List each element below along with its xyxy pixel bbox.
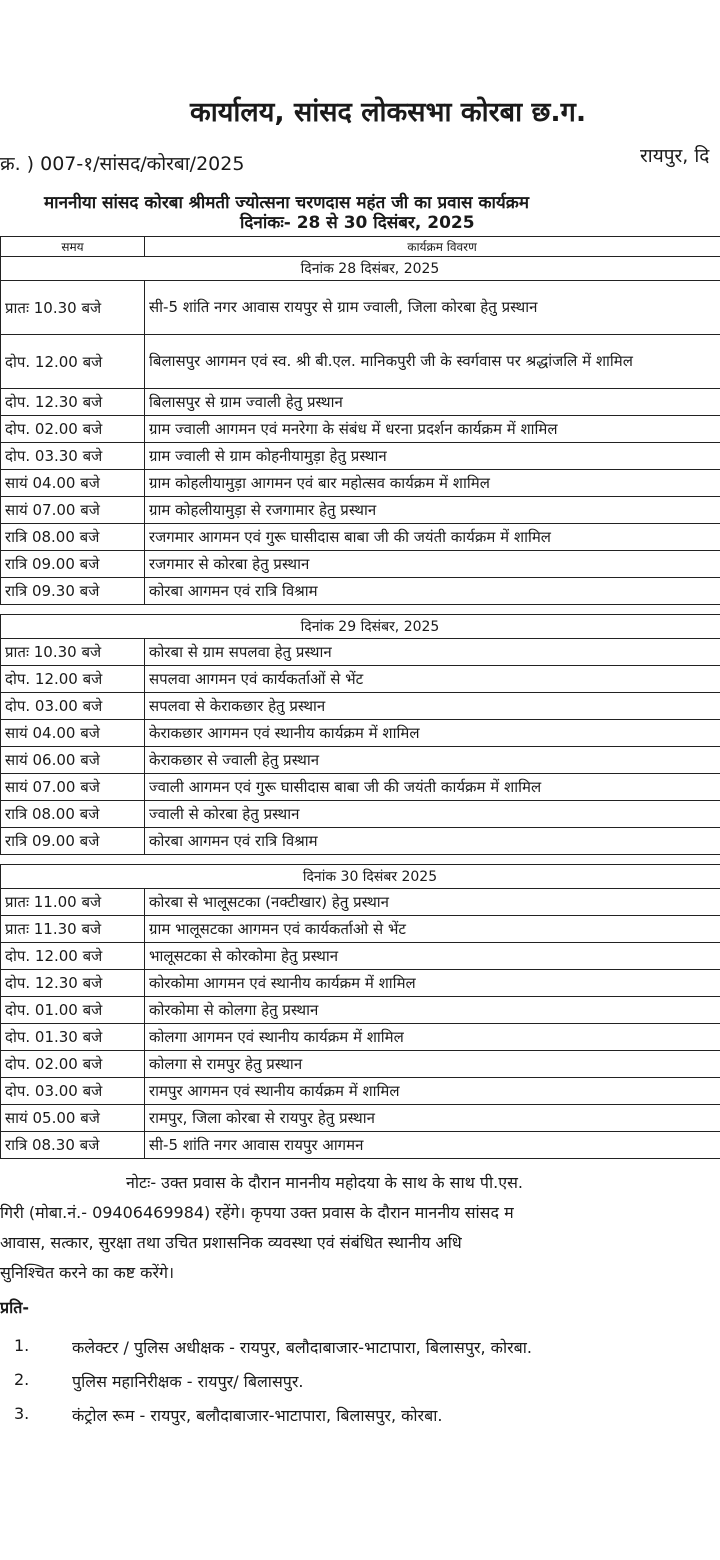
table-row xyxy=(1,693,720,720)
table-row xyxy=(1,524,720,551)
note-line: सुनिश्चित करने का कष्ट करेंगे। xyxy=(0,1263,175,1282)
table-row xyxy=(1,281,720,335)
time-cell: रात्रि 09.30 बजे xyxy=(1,578,145,605)
tour-dates: दिनांकः- 28 से 30 दिसंबर, 2025 xyxy=(240,213,475,233)
time-cell: रात्रि 09.00 बजे xyxy=(1,551,145,578)
note-block xyxy=(0,1168,720,1288)
time-cell: दोप. 12.00 बजे xyxy=(1,335,145,389)
day-date: दिनांक 28 दिसंबर, 2025 xyxy=(1,257,720,281)
table-row xyxy=(1,801,720,828)
detail-cell: कोरकोमा आगमन एवं स्थानीय कार्यक्रम में शामिल xyxy=(145,970,720,997)
table-row xyxy=(1,389,720,416)
time-cell: दोप. 12.00 बजे xyxy=(1,666,145,693)
subject-line: माननीया सांसद कोरबा श्रीमती ज्योत्सना चरणदास महंत जी का प्रवास कार्यक्रम xyxy=(44,193,529,213)
item-number: 1. xyxy=(14,1336,30,1355)
time-cell: दोप. 02.00 बजे xyxy=(1,1051,145,1078)
table-row xyxy=(1,335,720,389)
detail-cell: सपलवा से केराकछार हेतु प्रस्थान xyxy=(145,693,720,720)
time-cell: प्रातः 11.00 बजे xyxy=(1,889,145,916)
detail-cell: कोरबा आगमन एवं रात्रि विश्राम xyxy=(145,578,720,605)
detail-cell: रामपुर आगमन एवं स्थानीय कार्यक्रम में शामिल xyxy=(145,1078,720,1105)
table-row xyxy=(1,916,720,943)
reference-number: क्र. ) 007-१/सांसद/कोरबा/2025 xyxy=(0,153,245,175)
detail-cell: बिलासपुर से ग्राम ज्वाली हेतु प्रस्थान xyxy=(145,389,720,416)
column-header-detail: कार्यक्रम विवरण xyxy=(145,237,720,257)
detail-cell: ग्राम भालूसटका आगमन एवं कार्यकर्ताओ से भेंट xyxy=(145,916,720,943)
item-text: पुलिस महानिरीक्षक - रायपुर/ बिलासपुर. xyxy=(72,1372,304,1391)
time-cell: प्रातः 11.30 बजे xyxy=(1,916,145,943)
time-cell: दोप. 03.00 बजे xyxy=(1,1078,145,1105)
detail-cell: कोलगा आगमन एवं स्थानीय कार्यक्रम में शामिल xyxy=(145,1024,720,1051)
time-cell: दोप. 12.30 बजे xyxy=(1,970,145,997)
table-row xyxy=(1,1105,720,1132)
detail-cell: कोलगा से रामपुर हेतु प्रस्थान xyxy=(145,1051,720,1078)
day-header-row xyxy=(1,257,720,281)
note-line: आवास, सत्कार, सुरक्षा तथा उचित प्रशासनिक व्यवस्था एवं संबंधित स्थानीय अधि xyxy=(0,1233,462,1252)
time-cell: दोप. 12.30 बजे xyxy=(1,389,145,416)
table-row xyxy=(1,970,720,997)
day-date: दिनांक 30 दिसंबर 2025 xyxy=(1,865,720,889)
table-row xyxy=(1,470,720,497)
note-line: नोटः- उक्त प्रवास के दौरान माननीय महोदया के साथ के साथ पी.एस. xyxy=(126,1173,523,1192)
detail-cell: ग्राम कोहलीयामुड़ा आगमन एवं बार महोत्सव कार्यक्रम में शामिल xyxy=(145,470,720,497)
table-row xyxy=(1,774,720,801)
day-header-row xyxy=(1,615,720,639)
list-item xyxy=(14,1404,532,1438)
time-cell: दोप. 02.00 बजे xyxy=(1,416,145,443)
table-row xyxy=(1,578,720,605)
table-row xyxy=(1,666,720,693)
detail-cell: ग्राम कोहलीयामुड़ा से रजगामार हेतु प्रस्थान xyxy=(145,497,720,524)
table-row xyxy=(1,497,720,524)
time-cell: सायं 04.00 बजे xyxy=(1,720,145,747)
copies-label: प्रति- xyxy=(0,1298,30,1317)
detail-cell: कोरबा आगमन एवं रात्रि विश्राम xyxy=(145,828,720,855)
time-cell: सायं 07.00 बजे xyxy=(1,497,145,524)
table-row xyxy=(1,1078,720,1105)
table-row xyxy=(1,828,720,855)
day-separator xyxy=(1,605,720,615)
note-line: गिरी (मोबा.नं.- 09406469984) रहेंगे। कृपया उक्त प्रवास के दौरान माननीय सांसद म xyxy=(0,1203,514,1222)
table-row xyxy=(1,889,720,916)
detail-cell: केराकछार आगमन एवं स्थानीय कार्यक्रम में शामिल xyxy=(145,720,720,747)
day-header-row xyxy=(1,865,720,889)
detail-cell: बिलासपुर आगमन एवं स्व. श्री बी.एल. मानिकपुरी जी के स्वर्गवास पर श्रद्धांजलि में शामिल xyxy=(145,335,720,389)
detail-cell: ग्राम ज्वाली से ग्राम कोहनीयामुड़ा हेतु प्रस्थान xyxy=(145,443,720,470)
list-item xyxy=(14,1370,532,1404)
time-cell: सायं 06.00 बजे xyxy=(1,747,145,774)
item-text: कंट्रोल रूम - रायपुर, बलौदाबाजार-भाटापारा, बिलासपुर, कोरबा. xyxy=(72,1406,443,1425)
detail-cell: सी-5 शांति नगर आवास रायपुर आगमन xyxy=(145,1132,720,1159)
detail-cell: केराकछार से ज्वाली हेतु प्रस्थान xyxy=(145,747,720,774)
table-row xyxy=(1,416,720,443)
day-date: दिनांक 29 दिसंबर, 2025 xyxy=(1,615,720,639)
detail-cell: रामपुर, जिला कोरबा से रायपुर हेतु प्रस्थान xyxy=(145,1105,720,1132)
list-item xyxy=(14,1336,532,1370)
table-row xyxy=(1,639,720,666)
time-cell: सायं 05.00 बजे xyxy=(1,1105,145,1132)
item-text: कलेक्टर / पुलिस अधीक्षक - रायपुर, बलौदाबाजार-भाटापारा, बिलासपुर, कोरबा. xyxy=(72,1338,533,1357)
detail-cell: ग्राम ज्वाली आगमन एवं मनरेगा के संबंध में धरना प्रदर्शन कार्यक्रम में शामिल xyxy=(145,416,720,443)
item-number: 3. xyxy=(14,1404,30,1423)
place-date: रायपुर, दि xyxy=(640,145,710,167)
table-row xyxy=(1,551,720,578)
detail-cell: भालूसटका से कोरकोमा हेतु प्रस्थान xyxy=(145,943,720,970)
time-cell: प्रातः 10.30 बजे xyxy=(1,639,145,666)
column-header-time: समय xyxy=(1,237,145,257)
table-row xyxy=(1,943,720,970)
detail-cell: सी-5 शांति नगर आवास रायपुर से ग्राम ज्वाली, जिला कोरबा हेतु प्रस्थान xyxy=(145,281,720,335)
detail-cell: रजगमार आगमन एवं गुरू घासीदास बाबा जी की जयंती कार्यक्रम में शामिल xyxy=(145,524,720,551)
time-cell: रात्रि 09.00 बजे xyxy=(1,828,145,855)
schedule-table xyxy=(0,236,720,1159)
time-cell: दोप. 03.00 बजे xyxy=(1,693,145,720)
time-cell: प्रातः 10.30 बजे xyxy=(1,281,145,335)
detail-cell: ज्वाली आगमन एवं गुरू घासीदास बाबा जी की जयंती कार्यक्रम में शामिल xyxy=(145,774,720,801)
table-row xyxy=(1,720,720,747)
table-row xyxy=(1,997,720,1024)
time-cell: सायं 04.00 बजे xyxy=(1,470,145,497)
day-separator xyxy=(1,855,720,865)
copies-list xyxy=(14,1336,532,1438)
table-row xyxy=(1,1051,720,1078)
time-cell: रात्रि 08.30 बजे xyxy=(1,1132,145,1159)
time-cell: दोप. 03.30 बजे xyxy=(1,443,145,470)
detail-cell: ज्वाली से कोरबा हेतु प्रस्थान xyxy=(145,801,720,828)
table-row xyxy=(1,747,720,774)
table-row xyxy=(1,443,720,470)
schedule-body xyxy=(1,257,720,1159)
time-cell: दोप. 01.30 बजे xyxy=(1,1024,145,1051)
table-row xyxy=(1,1024,720,1051)
detail-cell: कोरकोमा से कोलगा हेतु प्रस्थान xyxy=(145,997,720,1024)
time-cell: रात्रि 08.00 बजे xyxy=(1,801,145,828)
table-row xyxy=(1,1132,720,1159)
detail-cell: कोरबा से भालूसटका (नक्टीखार) हेतु प्रस्थान xyxy=(145,889,720,916)
item-number: 2. xyxy=(14,1370,30,1389)
time-cell: दोप. 01.00 बजे xyxy=(1,997,145,1024)
time-cell: रात्रि 08.00 बजे xyxy=(1,524,145,551)
detail-cell: रजगमार से कोरबा हेतु प्रस्थान xyxy=(145,551,720,578)
detail-cell: कोरबा से ग्राम सपलवा हेतु प्रस्थान xyxy=(145,639,720,666)
time-cell: दोप. 12.00 बजे xyxy=(1,943,145,970)
detail-cell: सपलवा आगमन एवं कार्यकर्ताओं से भेंट xyxy=(145,666,720,693)
office-title: कार्यालय, सांसद लोकसभा कोरबा छ.ग. xyxy=(190,97,587,128)
time-cell: सायं 07.00 बजे xyxy=(1,774,145,801)
